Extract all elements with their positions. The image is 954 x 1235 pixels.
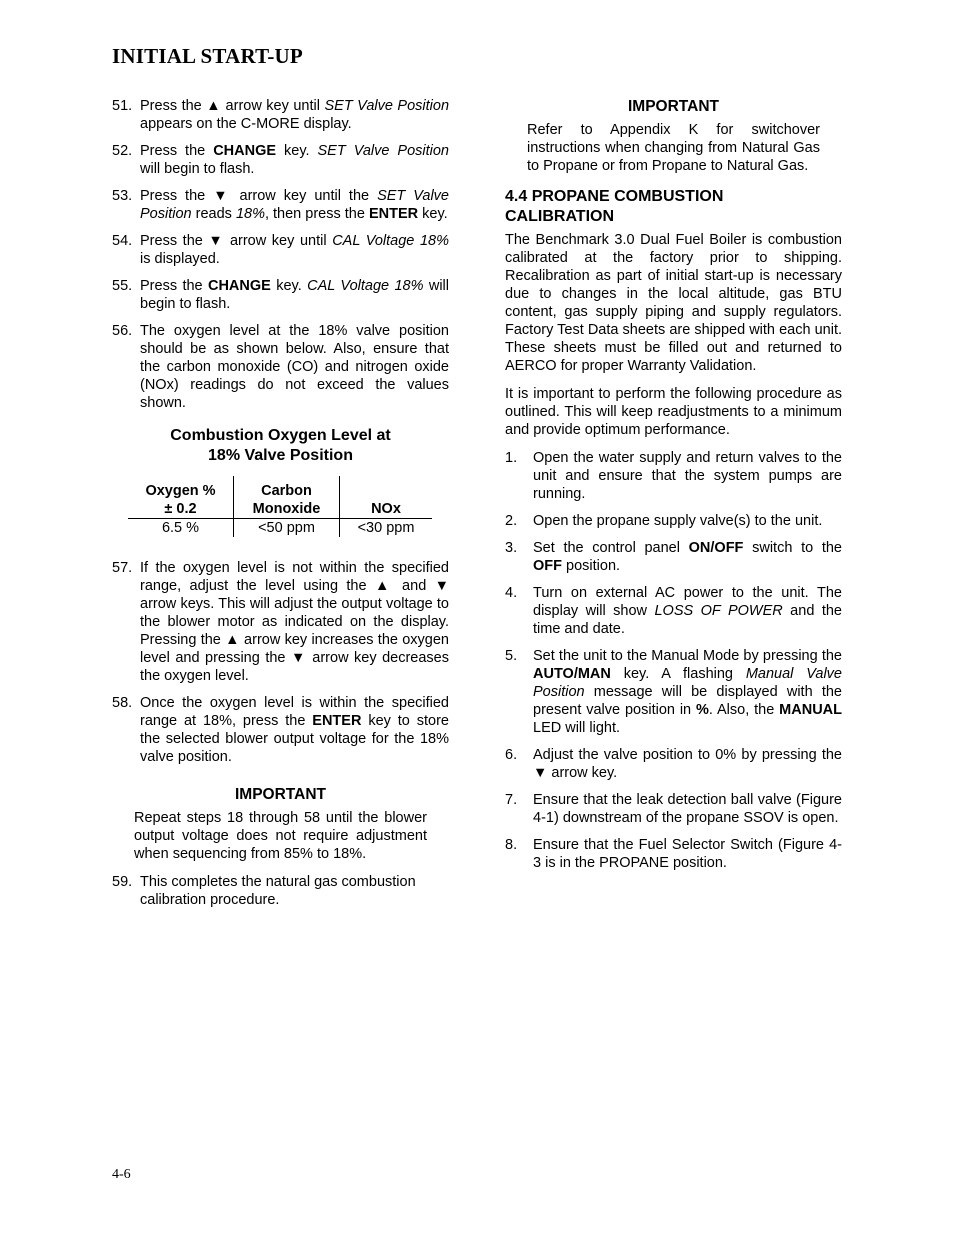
bold-term: OFF	[533, 558, 562, 574]
header-carbon-monoxide	[234, 476, 340, 519]
step-number: 52.	[112, 143, 133, 159]
step-text	[533, 836, 842, 872]
bold-term: ON/OFF	[688, 540, 744, 556]
step-number: 7.	[505, 792, 518, 808]
text-run: position.	[562, 558, 621, 574]
bold-term: %	[696, 702, 709, 718]
step-text	[533, 647, 842, 737]
text-run: Open the propane supply valve(s) to the unit.	[533, 513, 823, 529]
italic-term: SET Valve Position	[317, 143, 449, 159]
important-heading: IMPORTANT	[628, 98, 719, 115]
text-run: If the oxygen level is not within the specified range, adjust the level using the ▲ and ▼ arrow keys. This will adjust the output voltage to the blower motor as indicated on the display. Pressing the ▲ arrow key increases the oxygen level and pressing the ▼ arrow key decreases the oxygen level.	[140, 560, 449, 684]
steps-51-56	[112, 97, 449, 412]
list-item	[505, 791, 842, 827]
cell-oxygen: 6.5 %	[128, 519, 234, 538]
italic-term: SET Valve Position	[140, 188, 449, 222]
step-text	[140, 277, 449, 313]
header-co-line-1: Carbon	[261, 483, 312, 499]
list-item	[505, 647, 842, 737]
text-run: This completes the natural gas combustion calibration procedure.	[140, 874, 416, 908]
bold-term: ENTER	[312, 713, 362, 729]
italic-term: CAL Voltage 18%	[332, 233, 449, 249]
table-title	[112, 426, 449, 466]
list-item	[112, 232, 449, 268]
step-text	[140, 322, 449, 412]
text-run: switch to the	[743, 540, 842, 556]
step-number: 2.	[505, 513, 518, 529]
header-co-line-2: Monoxide	[252, 501, 321, 517]
text-run: key.	[418, 206, 448, 222]
text-run: Open the water supply and return valves to the unit and ensure that the system pumps are running.	[533, 450, 842, 502]
step-text	[533, 512, 842, 530]
table-header-row	[128, 476, 432, 519]
text-run: Set the unit to the Manual Mode by pressing the	[533, 648, 842, 664]
important-note: Refer to Appendix K for switchover instructions when changing from Natural Gas to Propane or from Propane to Natural Gas.	[527, 122, 820, 174]
step-number: 6.	[505, 747, 518, 763]
list-item	[112, 97, 449, 133]
list-item	[505, 584, 842, 638]
step-text	[533, 584, 842, 638]
header-oxygen	[128, 476, 234, 519]
text-run: is displayed.	[140, 251, 220, 267]
italic-term: 18%	[235, 206, 265, 222]
step-number: 56.	[112, 323, 133, 339]
italic-term: LOSS OF POWER	[654, 603, 783, 619]
steps-1-8	[505, 449, 842, 872]
text-run: Ensure that the Fuel Selector Switch (Figure 4-3 is in the PROPANE position.	[533, 837, 842, 871]
right-column	[505, 97, 842, 881]
text-run: LED will light.	[533, 720, 621, 736]
important-note: Repeat steps 18 through 58 until the blower output voltage does not require adjustment when sequencing from 85% to 18%.	[134, 810, 427, 862]
list-item	[505, 746, 842, 782]
step-number: 1.	[505, 450, 518, 466]
section-heading	[505, 187, 842, 227]
text-run: Once the oxygen level is within the specified range at 18%, press the	[140, 695, 449, 729]
bold-term: CHANGE	[207, 278, 271, 294]
step-number: 4.	[505, 585, 518, 601]
bold-term: MANUAL	[779, 702, 842, 718]
important-heading: IMPORTANT	[235, 786, 326, 803]
text-run: appears on the C-MORE display.	[140, 116, 352, 132]
text-run: message will be displayed with the present valve position in	[533, 684, 842, 718]
table-row	[128, 519, 432, 538]
step-number: 58.	[112, 695, 133, 711]
step-number: 59.	[112, 874, 133, 890]
list-item	[112, 694, 449, 766]
step-number: 8.	[505, 837, 518, 853]
list-item	[505, 539, 842, 575]
step-text	[140, 559, 449, 685]
text-run: Ensure that the leak detection ball valve (Figure 4-1) downstream of the propane SSOV is open.	[533, 792, 842, 826]
text-run: Adjust the valve position to 0% by pressing the ▼ arrow key.	[533, 747, 842, 781]
list-item	[112, 559, 449, 685]
step-number: 54.	[112, 233, 133, 249]
list-item	[505, 836, 842, 872]
text-run: Press the ▼ arrow key until	[140, 233, 333, 249]
text-run: Press the ▲ arrow key until	[140, 98, 325, 114]
text-run: , then press the	[264, 206, 369, 222]
text-run: reads	[191, 206, 236, 222]
step-text	[533, 746, 842, 782]
step-text	[533, 791, 842, 827]
text-run: key to store the selected blower output voltage for the 18% valve position.	[140, 713, 449, 765]
text-run: Set the control panel	[533, 540, 689, 556]
step-text	[140, 97, 449, 133]
list-item	[112, 187, 449, 223]
text-run: will begin to flash.	[140, 278, 449, 312]
list-item	[505, 512, 842, 530]
step-number: 5.	[505, 648, 518, 664]
step-text	[533, 539, 842, 575]
left-column	[112, 97, 449, 918]
step-number: 55.	[112, 278, 133, 294]
list-item	[112, 277, 449, 313]
header-oxygen-line-1: Oxygen %	[145, 483, 216, 499]
step-number: 51.	[112, 98, 133, 114]
header-nox	[340, 476, 433, 519]
bold-term: CHANGE	[213, 143, 277, 159]
cell-nox: <30 ppm	[357, 520, 415, 536]
bold-term: AUTO/MAN	[533, 666, 611, 682]
text-run: Turn on external AC power to the unit. The display will show	[533, 585, 842, 619]
table-title-line-2: 18% Valve Position	[208, 447, 353, 464]
cell-carbon-monoxide: <50 ppm	[234, 519, 340, 538]
text-run: The oxygen level at the 18% valve position should be as shown below. Also, ensure that the carbon monoxide (CO) and nitrogen oxide (NOx) readings do not exceed the values shown.	[140, 323, 449, 411]
text-run: key.	[276, 143, 318, 159]
step-text	[140, 142, 449, 178]
oxygen-level-table	[128, 476, 432, 537]
page-number: 4-6	[112, 1167, 131, 1182]
list-item	[112, 142, 449, 178]
text-run: key. A flashing	[610, 666, 746, 682]
step-number: 57.	[112, 560, 133, 576]
text-run: key.	[270, 278, 308, 294]
italic-term: Manual Valve Position	[533, 666, 842, 700]
step-text	[140, 187, 449, 223]
list-item	[112, 873, 449, 909]
text-run: Press the ▼ arrow key until the	[140, 188, 378, 204]
text-run: will begin to flash.	[140, 161, 255, 177]
header-oxygen-line-2: ± 0.2	[164, 501, 197, 517]
section-heading-line-1: 4.4 PROPANE COMBUSTION	[505, 188, 724, 205]
procedure-paragraph: It is important to perform the following procedure as outlined. This will keep readjustments to a minimum and provide optimum performance.	[505, 386, 842, 438]
step-number: 3.	[505, 540, 518, 556]
italic-term: CAL Voltage 18%	[307, 278, 424, 294]
text-run: . Also, the	[708, 702, 780, 718]
step-text	[140, 232, 449, 268]
page-title: INITIAL START-UP	[112, 44, 303, 68]
intro-paragraph: The Benchmark 3.0 Dual Fuel Boiler is combustion calibrated at the factory prior to shipping. Recalibration as part of initial start-up is necessary due to changes in the local altitude, gas BTU content, gas supply piping and supply regulators. Factory Test Data sheets are shipped with each unit. These sheets must be filled out and returned to AERCO for proper Warranty Validation.	[505, 232, 842, 374]
steps-57-58	[112, 559, 449, 766]
steps-59	[112, 873, 449, 909]
text-run: Press the	[140, 143, 214, 159]
italic-term: SET Valve Position	[324, 98, 450, 114]
section-heading-line-2: CALIBRATION	[505, 208, 615, 225]
header-nox-label: NOx	[371, 501, 401, 517]
step-text	[533, 449, 842, 503]
step-number: 53.	[112, 188, 133, 204]
text-run: and the time and date.	[533, 603, 842, 637]
step-text	[140, 694, 449, 766]
list-item	[505, 449, 842, 503]
text-run: Press the	[140, 278, 208, 294]
table-title-line-1: Combustion Oxygen Level at	[170, 427, 391, 444]
bold-term: ENTER	[368, 206, 419, 222]
list-item	[112, 322, 449, 412]
step-text	[140, 873, 449, 909]
